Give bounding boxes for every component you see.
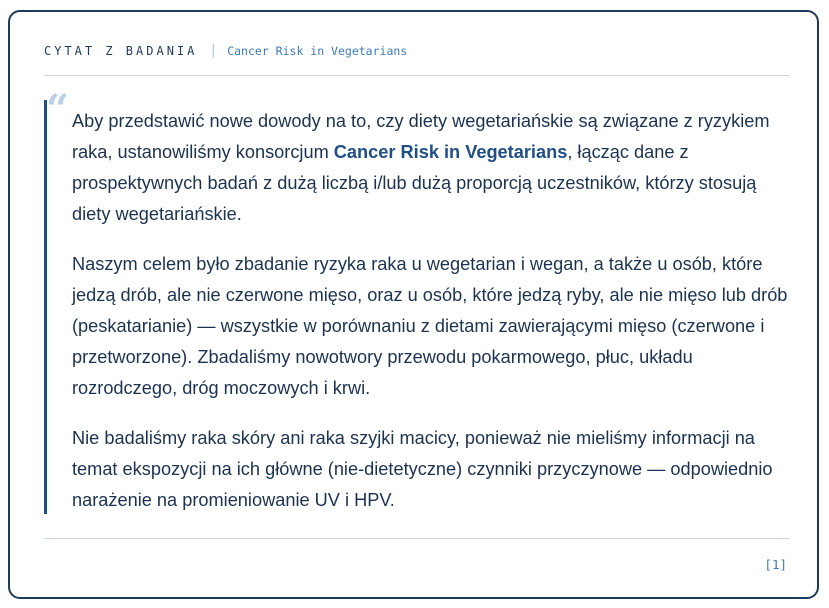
consortium-name: Cancer Risk in Vegetarians xyxy=(333,142,568,162)
source-title: Cancer Risk in Vegetarians xyxy=(227,43,408,58)
quote-paragraph-2: Naszym celem było zbadanie ryzyka raka u wegetarian i wegan, a także u osób, które jedzą drób, ale nie czerwone mięso, oraz u osób, które jedzą ryby, ale nie mięso lub drób (peskatarianie) — wszystkie w porównaniu z dietami zawierającymi mięso (czerwone i przetworzone). Zbadaliśmy nowotwory przewodu pokarmowego, płuc, układu rozrodczego, dróg moczowych i krwi. xyxy=(72,254,788,398)
quote-p1-before: Aby przedstawić nowe dowody na to, czy diety wegetariańskie są związane z ryzykiem raka, ustanowiliśmy konsorcjum xyxy=(72,111,770,162)
quote-p1-after: , łącząc dane z prospektywnych badań z dużą liczbą i/lub dużą proporcją uczestników, którzy stosują diety wegetariańskie. xyxy=(72,142,757,224)
quote-card xyxy=(8,10,819,599)
top-divider xyxy=(44,75,789,76)
quote-paragraph-3: Nie badaliśmy raka skóry ani raka szyjki macicy, ponieważ nie mieliśmy informacji na temat ekspozycji na ich główne (nie-dietetyczne) czynniki przyczynowe — odpowiednio narażenie na promieniowanie UV i HPV. xyxy=(72,428,773,510)
quote-mark-icon: “ xyxy=(46,86,70,133)
quote-accent-bar xyxy=(44,100,47,514)
card-header xyxy=(44,43,407,58)
eyebrow-label: CYTAT Z BADANIA xyxy=(44,43,198,58)
quote-body xyxy=(72,106,798,535)
bottom-divider xyxy=(44,538,789,539)
quote-paragraph-1 xyxy=(72,106,798,230)
header-separator: | xyxy=(209,43,218,58)
citation-link[interactable]: [1] xyxy=(764,557,787,572)
